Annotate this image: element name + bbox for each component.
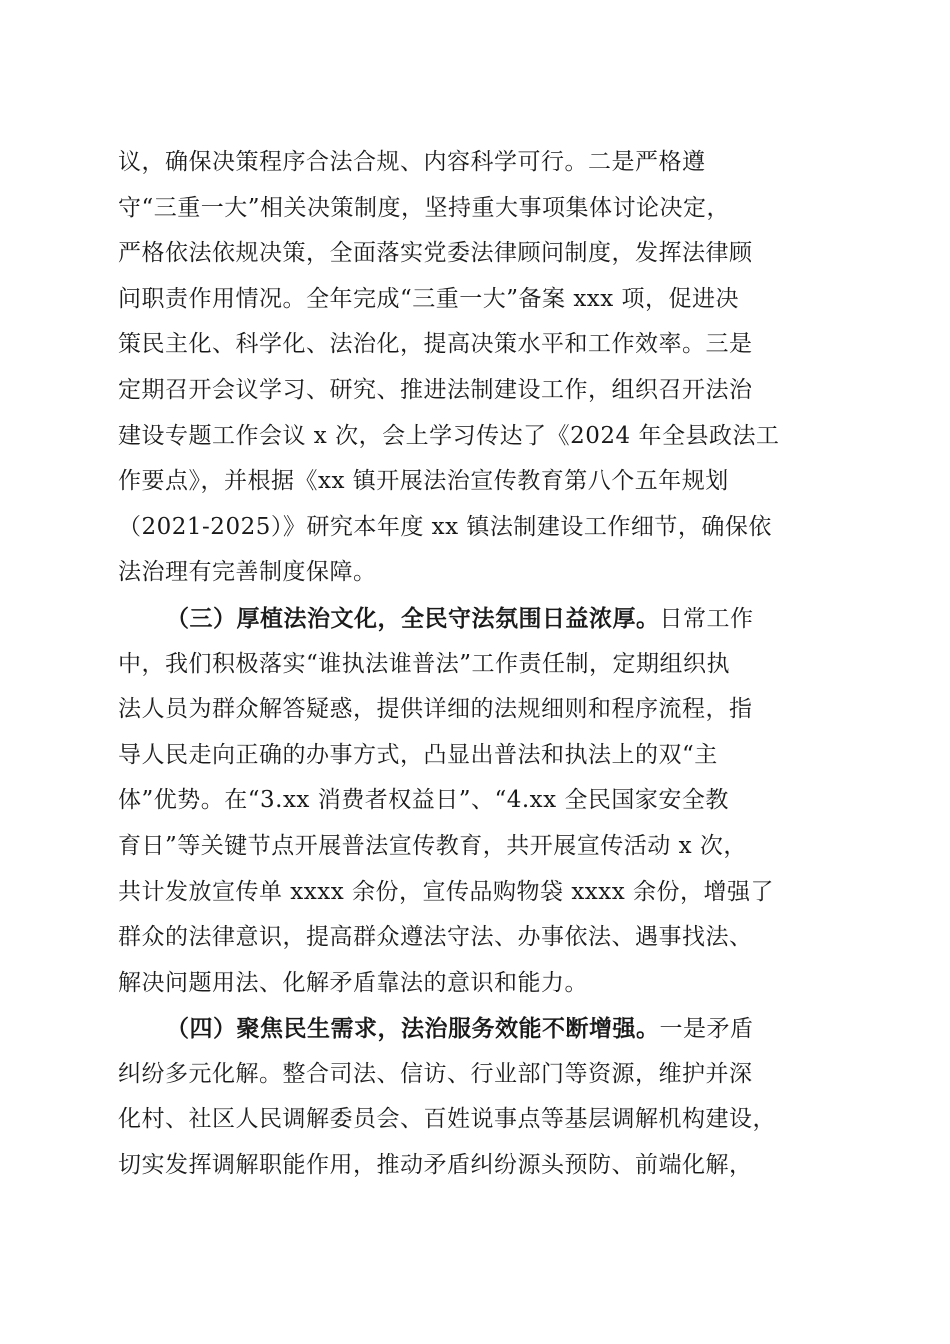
document-body (118, 140, 833, 1189)
text-line: 切实发挥调解职能作用，推动矛盾纠纷源头预防、前端化解， (118, 1152, 753, 1179)
text-line: 定期召开会议学习、研究、推进法制建设工作，组织召开法治 (118, 376, 753, 403)
text-line: 法人员为群众解答疑惑，提供详细的法规细则和程序流程，指 (118, 696, 753, 723)
text-fragment: 日常工作 (659, 605, 754, 632)
text-line: 严格依法依规决策，全面落实党委法律顾问制度，发挥法律顾 (118, 240, 753, 267)
text-line: 策民主化、科学化、法治化，提高决策水平和工作效率。三是 (118, 331, 753, 358)
text-line: 守“三重一大”相关决策制度，坚持重大事项集体讨论决定， (118, 194, 731, 221)
text-line: 建设专题工作会议 x 次，会上学习传达了《2024 年全县政法工 (118, 422, 780, 449)
paragraph-first-line (118, 596, 833, 642)
text-line: 体”优势。在“3.xx 消费者权益日”、“4.xx 全民国家安全教 (118, 787, 729, 814)
section-heading: （三）厚植法治文化，全民守法氛围日益浓厚。 (166, 604, 660, 632)
text-line: 中，我们积极落实“谁执法谁普法”工作责任制，定期组织执 (118, 650, 731, 677)
text-line: 法治理有完善制度保障。 (118, 559, 377, 586)
text-line: （2021-2025）》研究本年度 xx 镇法制建设工作细节，确保依 (118, 513, 772, 540)
text-line: 导人民走向正确的办事方式，凸显出普法和执法上的双“主 (118, 741, 718, 768)
section-heading: （四）聚焦民生需求，法治服务效能不断增强。 (166, 1015, 660, 1043)
paragraph-decision-making (118, 140, 833, 596)
text-line: 问职责作用情况。全年完成“三重一大”备案 xxx 项，促进决 (118, 285, 740, 312)
paragraph-legal-services (118, 1006, 833, 1188)
text-line: 化村、社区人民调解委员会、百姓说事点等基层调解机构建设， (118, 1106, 776, 1133)
paragraph-first-line (118, 1006, 833, 1052)
text-line: 议，确保决策程序合法合规、内容科学可行。二是严格遵 (118, 149, 706, 175)
text-fragment: 一是矛盾 (659, 1016, 754, 1043)
text-line: 育日”等关键节点开展普法宣传教育，共开展宣传活动 x 次， (118, 832, 747, 859)
text-line: 共计发放宣传单 xxxx 余份，宣传品购物袋 xxxx 余份，增强了 (118, 878, 775, 905)
text-line: 解决问题用法、化解矛盾靠法的意识和能力。 (118, 969, 588, 996)
paragraph-legal-culture (118, 596, 833, 1006)
text-line: 作要点》，并根据《xx 镇开展法治宣传教育第八个五年规划 (118, 468, 729, 495)
text-line: 纠纷多元化解。整合司法、信访、行业部门等资源，维护并深 (118, 1060, 753, 1087)
text-line: 群众的法律意识，提高群众遵法守法、办事依法、遇事找法、 (118, 924, 753, 951)
